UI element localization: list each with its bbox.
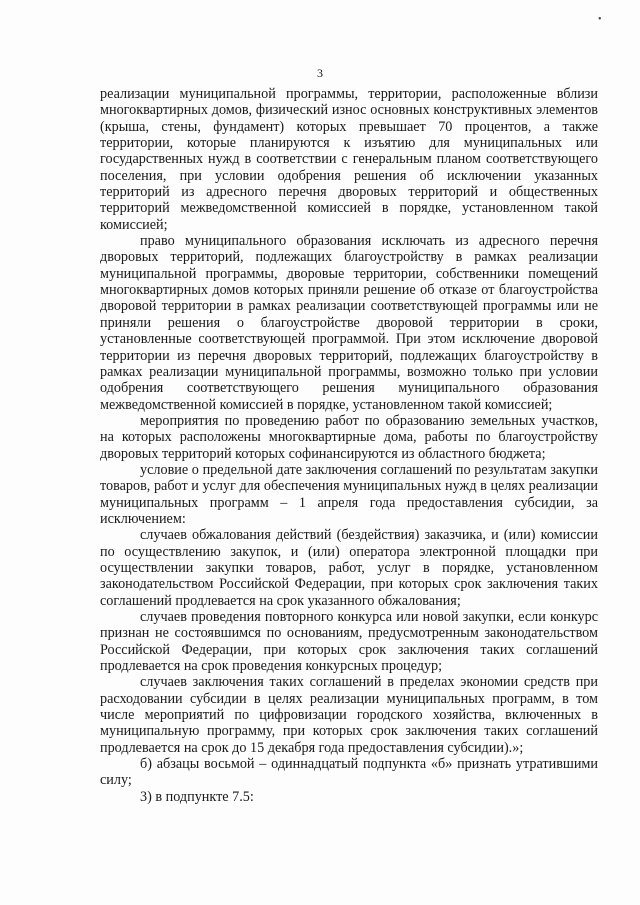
paragraph-exception-appeal: случаев обжалования действий (бездействия) заказчика, и (или) комиссии по осуществлению закупок, и (или) оператора электронной площадки при осуществлении закупки товаров, работ, услуг в порядке, установленном законодательством Российской Федерации, при которых срок заключения таких соглашений продлевается на срок указанного обжалования; [100, 527, 598, 609]
paragraph-exception-retender: случаев проведения повторного конкурса или новой закупки, если конкурс признан не состоявшимся по основаниям, предусмотренным законодательством Российской Федерации, при которых срок заключения таких соглашений продлевается на срок проведения конкурсных процедур; [100, 609, 598, 675]
paragraph-continuation: реализации муниципальной программы, территории, расположенные вблизи многоквартирных домов, физический износ основных конструктивных элементов (крыша, стены, фундамент) которых превышает 70 процентов, а также территории, которые планируются к изъятию для муниципальных или государственных нужд в соответствии с генеральным планом соответствующего поселения, при условии одобрения решения об исключении указанных территорий из адресного перечня дворовых территорий и общественных территорий межведомственной комиссией в порядке, установленном такой комиссией; [100, 86, 598, 233]
corner-mark: • [598, 14, 602, 25]
paragraph-right-to-exclude: право муниципального образования исключать из адресного перечня дворовых территорий, подлежащих благоустройству в рамках реализации муниципальной программы, дворовые территории, собственники помещений многоквартирных домов которых приняли решение об отказе от благоустройства дворовой территории в рамках реализации соответствующей программы или не приняли решения о благоустройстве дворовой территории в сроки, установленные соответствующей программой. При этом исключение дворовой территории из перечня дворовых территорий, подлежащих благоустройству в рамках реализации муниципальной программы, возможно только при условии одобрения соответствующего решения муниципального образования межведомственной комиссией в порядке, установленном такой комиссией; [100, 233, 598, 413]
paragraph-deadline-condition: условие о предельной дате заключения соглашений по результатам закупки товаров, работ и услуг для обеспечения муниципальных нужд в целях реализации муниципальных программ – 1 апреля года предоставления субсидии, за исключением: [100, 461, 598, 527]
document-body [100, 86, 598, 805]
paragraph-exception-savings: случаев заключения таких соглашений в пределах экономии средств при расходовании субсидии в целях реализации муниципальных программ, в том числе мероприятий по цифровизации городского хозяйства, включенных в муниципальную программу, при которых срок заключения таких соглашений продлевается на срок до 15 декабря года предоставления субсидии).»; [100, 674, 598, 756]
page-number: 3 [317, 66, 323, 80]
paragraph-land-works: мероприятия по проведению работ по образованию земельных участков, на которых расположены многоквартирные дома, работы по благоустройству дворовых территорий которых софинансируются из областного бюджета; [100, 412, 598, 462]
paragraph-item-b: б) абзацы восьмой – одиннадцатый подпункта «б» признать утратившими силу; [100, 756, 598, 789]
paragraph-item-3: 3) в подпункте 7.5: [140, 788, 254, 805]
